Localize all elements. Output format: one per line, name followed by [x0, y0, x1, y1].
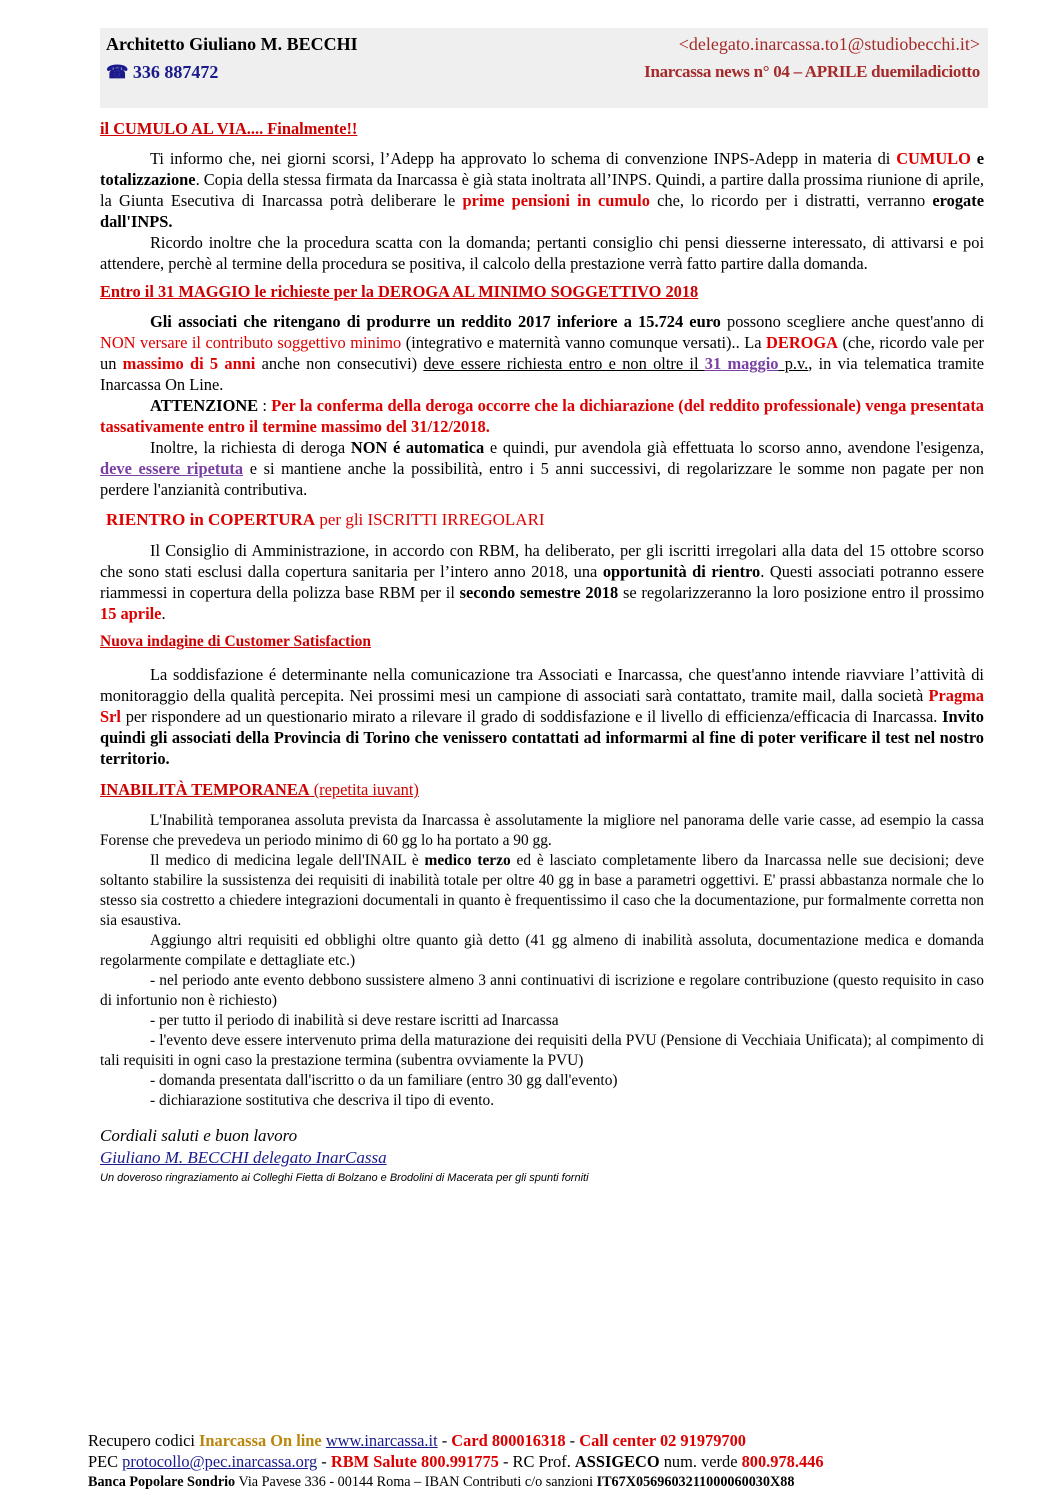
rientro-paragraph: Il Consiglio di Amministrazione, in accordo con RBM, ha deliberato, per gli iscritti irregolari alla data del 15 ottobre scorso che sono stati esclusi dalla copertura sanitaria per l’intero anno 2018, una opportunità di rientro. Questi associati potranno essere riammessi in copertura della polizza base RBM per il secondo semestre 2018 se regolarizzeranno la loro posizione entro il prossimo 15 aprile.: [100, 541, 985, 623]
requirement-item: - nel periodo ante evento debbono sussistere almeno 3 anni continuativi di iscrizione e regolare contribuzione (questo requisito in caso di infortunio non è richiesto): [100, 972, 984, 1009]
inabilita-paragraph-3: Aggiungo altri requisiti ed obblighi oltre quanto già detto (41 gg almeno di inabilità assoluta, documentazione medica e domanda regolarmente compilate e dettagliate etc.): [100, 932, 984, 969]
newsletter-issue: Inarcassa news n° 04 – APRILE duemiladiciotto: [644, 62, 980, 81]
author-name: Architetto Giuliano M. BECCHI: [106, 34, 358, 54]
page-header: [100, 28, 988, 108]
footer-row-1: Recupero codici Inarcassa On line www.inarcassa.it - Card 800016318 - Call center 02 91979700: [88, 1431, 746, 1450]
section-title-rientro: RIENTRO in COPERTURA per gli ISCRITTI IRREGOLARI: [106, 510, 545, 529]
cumulo-paragraph-1: Ti informo che, nei giorni scorsi, l’Adepp ha approvato lo schema di convenzione INPS-Adepp in materia di CUMULO e totalizzazione. Copia della stessa firmata da Inarcassa è già stata inoltrata all’INPS. Quindi, a partire dalla prossima riunione di aprile, la Giunta Esecutiva di Inarcassa potrà deliberare le prime pensioni in cumulo che, lo ricordo per i distratti, verranno erogate dall'INPS.: [100, 149, 985, 231]
section-title-customer: Nuova indagine di Customer Satisfaction: [100, 633, 371, 650]
deroga-attention: ATTENZIONE : Per la conferma della deroga occorre che la dichiarazione (del reddito professionale) venga presentata tassativamente entro il termine massimo del 31/12/2018.: [100, 396, 984, 436]
inarcassa-website-link[interactable]: www.inarcassa.it: [325, 1431, 438, 1450]
footer-row-3: Banca Popolare Sondrio Via Pavese 336 - 00144 Roma – IBAN Contributi c/o sanzioni IT67X0569603211000060030X88: [88, 1474, 795, 1490]
inabilita-block: [100, 811, 984, 1111]
section-title-inabilita: INABILITÀ TEMPORANEA (repetita iuvant): [100, 780, 419, 799]
signature-name: Giuliano M. BECCHI delegato InarCassa: [100, 1148, 387, 1167]
signature-thanks: Un doveroso ringraziamento ai Colleghi Fietta di Bolzano e Brodolini di Macerata per gli spunti forniti: [100, 1172, 589, 1184]
deroga-paragraph-3: Inoltre, la richiesta di deroga NON é automatica e quindi, pur avendola già effettuata lo scorso anno, avendone l'esigenza, deve essere ripetuta e si mantiene anche la possibilità, entro i 5 anni successivi, di regolarizzare le somme non pagate per non perdere l'anzianità contributiva.: [100, 438, 984, 499]
author-email[interactable]: <delegato.inarcassa.to1@studiobecchi.it>: [678, 34, 980, 54]
pec-email-link[interactable]: protocollo@pec.inarcassa.org: [122, 1452, 318, 1471]
author-phone: ☎ 336 887472: [106, 62, 219, 82]
requirement-item: - l'evento deve essere intervenuto prima della maturazione dei requisiti della PVU (Pensione di Vecchiaia Unificata); al compimento di tali requisiti in ogni caso la prestazione termina (subentra ovviamente la PVU): [100, 1032, 984, 1069]
requirement-item: - dichiarazione sostitutiva che descriva il tipo di evento.: [150, 1092, 495, 1109]
newsletter-body: [100, 118, 984, 1185]
customer-paragraph: La soddisfazione é determinante nella comunicazione tra Associati e Inarcassa, che quest'anno intende riavviare l’attività di monitoraggio della qualità percepita. Nei prossimi mesi un campione di associati sarà contattato, tramite mail, dalla società Pragma Srl per rispondere ad un questionario mirato a rilevare il grado di soddisfazione e il livello di efficienza/efficacia di Inarcassa. Invito quindi gli associati della Provincia di Torino che venissero contattati ad informarmi al fine di poter verificare il test nel nostro territorio.: [100, 665, 984, 768]
cumulo-paragraph-2: Ricordo inoltre che la procedura scatta con la domanda; pertanti consiglio chi pensi diesserne interessato, di attivarsi e poi attendere, perchè al termine della procedura se positiva, il calcolo della prestazione verrà fatto partire dalla domanda.: [100, 233, 984, 273]
deroga-paragraph-1: Gli associati che ritengano di produrre un reddito 2017 inferiore a 15.724 euro possono scegliere anche quest'anno di NON versare il contributo soggettivo minimo (integrativo e maternità vanno comunque versati).. La DEROGA (che, ricordo vale per un massimo di 5 anni anche non consecutivi) deve essere richiesta entro e non oltre il 31 maggio p.v., in via telematica tramite Inarcassa On Line.: [100, 312, 984, 394]
footer-row-2: PEC protocollo@pec.inarcassa.org - RBM Salute 800.991775 - RC Prof. ASSIGECO num. verde 800.978.446: [88, 1452, 824, 1471]
page-footer: [88, 1430, 980, 1493]
signature-greeting: Cordiali saluti e buon lavoro: [100, 1126, 298, 1145]
section-title-deroga: Entro il 31 MAGGIO le richieste per la DEROGA AL MINIMO SOGGETTIVO 2018: [100, 282, 699, 301]
requirement-item: - per tutto il periodo di inabilità si deve restare iscritti ad Inarcassa: [150, 1012, 559, 1029]
requirement-item: - domanda presentata dall'iscritto o da un familiare (entro 30 gg dall'evento): [150, 1072, 618, 1089]
inabilita-paragraph-2: Il medico di medicina legale dell'INAIL è medico terzo ed è lasciato completamente libero da Inarcassa nelle sue decisioni; deve soltanto stabilire la sussistenza dei requisiti di inabilità totale per oltre 40 gg in base a parametri oggettivi. E' prassi abbastanza normale che lo stesso sia costretto a chiedere integrazioni documentali in quanto è frequentissimo il caso che la documentazione, pur formalmente corretta non sia esaustiva.: [100, 852, 984, 929]
inabilita-paragraph-1: L'Inabilità temporanea assoluta prevista da Inarcassa è assolutamente la migliore nel panorama delle varie casse, ad esempio la cassa Forense che prevedeva un periodo minimo di 60 gg lo ha portato a 90 gg.: [100, 812, 984, 849]
section-title-cumulo: il CUMULO AL VIA.... Finalmente!!: [100, 119, 358, 138]
